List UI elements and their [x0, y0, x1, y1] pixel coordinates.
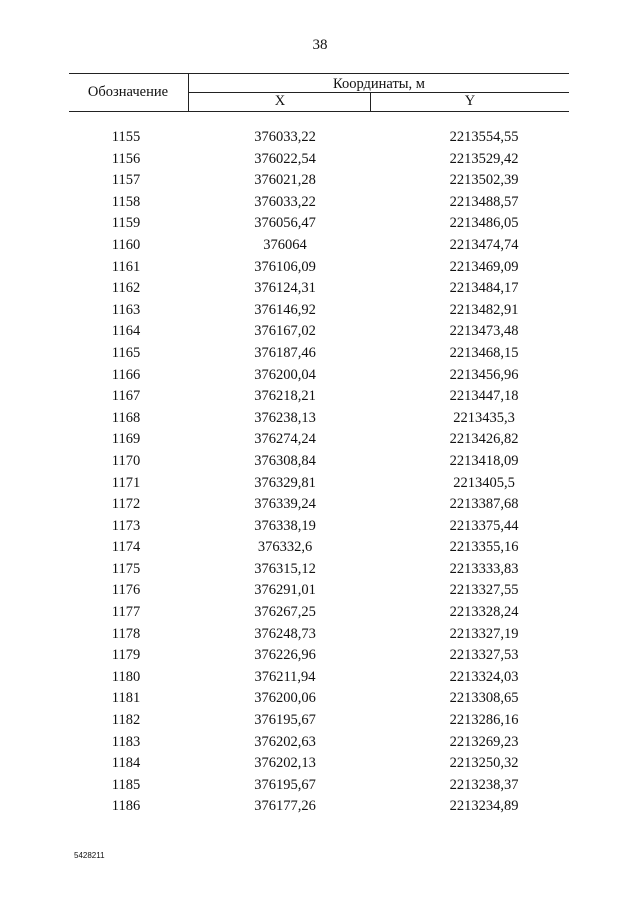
coordinate-y: 2213286,16 [449, 712, 519, 729]
coordinate-y: 2213502,39 [449, 172, 519, 189]
table-row [69, 580, 569, 602]
table-row [69, 494, 569, 516]
coordinate-y: 2213554,55 [449, 129, 519, 145]
point-designation: 1186 [111, 798, 141, 815]
table-row [69, 753, 569, 775]
point-designation: 1176 [111, 582, 141, 599]
coordinate-x: 376056,47 [254, 215, 316, 232]
coordinate-x: 376332,6 [257, 539, 313, 556]
point-designation: 1164 [111, 323, 141, 340]
coordinate-y: 2213327,19 [449, 625, 519, 642]
coordinate-y: 2213327,55 [449, 582, 519, 599]
table-row [69, 775, 569, 797]
coordinate-y: 2213328,24 [449, 604, 519, 621]
table-row [69, 516, 569, 538]
coordinate-x: 376033,22 [254, 129, 316, 145]
coordinate-y: 2213469,09 [449, 258, 519, 275]
table-row [69, 149, 569, 171]
table-body [69, 127, 569, 818]
document-code: 5428211 [74, 851, 105, 860]
coordinate-x: 376338,19 [254, 517, 316, 534]
coordinate-y: 2213250,32 [449, 755, 519, 772]
column-header-designation: Обозначение [87, 84, 169, 100]
point-designation: 1172 [111, 496, 141, 513]
table-row [69, 192, 569, 214]
table-header [69, 73, 569, 111]
coordinate-y: 2213405,5 [453, 474, 515, 491]
table-row [69, 127, 569, 149]
table-row [69, 710, 569, 732]
table-row [69, 624, 569, 646]
coordinate-y: 2213375,44 [449, 517, 519, 534]
point-designation: 1175 [111, 560, 141, 577]
coordinate-x: 376248,73 [254, 625, 316, 642]
coordinate-x: 376064 [263, 236, 307, 253]
table-row [69, 386, 569, 408]
point-designation: 1179 [111, 647, 141, 664]
point-designation: 1168 [111, 409, 141, 426]
table-row [69, 365, 569, 387]
coordinate-y: 2213484,17 [449, 280, 519, 297]
coordinate-x: 376106,09 [254, 258, 316, 275]
coordinate-x: 376238,13 [254, 409, 316, 426]
point-designation: 1163 [111, 301, 141, 318]
coordinate-y: 2213324,03 [449, 668, 519, 685]
coordinate-x: 376033,22 [254, 193, 316, 210]
point-designation: 1169 [111, 431, 141, 448]
coordinate-x: 376202,63 [254, 733, 316, 750]
point-designation: 1156 [111, 150, 141, 167]
coordinate-y: 2213308,65 [449, 690, 519, 707]
coordinate-y: 2213447,18 [449, 388, 519, 405]
column-header-x: X [274, 93, 286, 109]
point-designation: 1182 [111, 712, 141, 729]
coordinate-y: 2213333,83 [449, 560, 519, 577]
table-row [69, 213, 569, 235]
table-row [69, 321, 569, 343]
point-designation: 1173 [111, 517, 141, 534]
table-row [69, 408, 569, 430]
coordinate-x: 376267,25 [254, 604, 316, 621]
point-designation: 1160 [111, 236, 141, 253]
table-row [69, 537, 569, 559]
point-designation: 1185 [111, 776, 141, 793]
table-row [69, 667, 569, 689]
coordinate-x: 376291,01 [254, 582, 316, 599]
point-designation: 1183 [111, 733, 141, 750]
coordinate-x: 376315,12 [254, 560, 316, 577]
column-header-y: Y [464, 93, 476, 109]
point-designation: 1174 [111, 539, 141, 556]
point-designation: 1178 [111, 625, 141, 642]
coordinate-y: 2213468,15 [449, 344, 519, 361]
coordinate-x: 376187,46 [254, 344, 316, 361]
point-designation: 1157 [111, 172, 141, 189]
table-row [69, 343, 569, 365]
coordinate-x: 376274,24 [254, 431, 316, 448]
coordinate-x: 376022,54 [254, 150, 316, 167]
table-row [69, 645, 569, 667]
table-row [69, 278, 569, 300]
header-top-rule [69, 73, 569, 74]
page-number: 38 [312, 37, 328, 53]
coordinate-x: 376308,84 [254, 452, 316, 469]
point-designation: 1170 [111, 452, 141, 469]
coordinate-y: 2213529,42 [449, 150, 519, 167]
point-designation: 1155 [111, 129, 141, 145]
coordinate-x: 376218,21 [254, 388, 316, 405]
coordinate-y: 2213456,96 [449, 366, 519, 383]
point-designation: 1184 [111, 755, 141, 772]
coordinate-y: 2213435,3 [453, 409, 515, 426]
coordinate-y: 2213234,89 [449, 798, 519, 815]
coordinate-y: 2213387,68 [449, 496, 519, 513]
coordinate-x: 376339,24 [254, 496, 316, 513]
point-designation: 1181 [111, 690, 141, 707]
header-bottom-rule [69, 111, 569, 112]
table-row [69, 473, 569, 495]
coordinate-x: 376146,92 [254, 301, 316, 318]
table-row [69, 170, 569, 192]
coordinate-y: 2213418,09 [449, 452, 519, 469]
coordinate-y: 2213355,16 [449, 539, 519, 556]
table-row [69, 300, 569, 322]
coordinate-x: 376195,67 [254, 712, 316, 729]
coordinate-y: 2213269,23 [449, 733, 519, 750]
table-row [69, 559, 569, 581]
coordinate-x: 376021,28 [254, 172, 316, 189]
coordinate-y: 2213238,37 [449, 776, 519, 793]
point-designation: 1166 [111, 366, 141, 383]
coordinate-x: 376177,26 [254, 798, 316, 815]
table-row [69, 451, 569, 473]
point-designation: 1177 [111, 604, 141, 621]
column-header-coordinates: Координаты, м [333, 76, 425, 92]
point-designation: 1171 [111, 474, 141, 491]
coordinate-y: 2213474,74 [449, 236, 519, 253]
coordinate-x: 376200,06 [254, 690, 316, 707]
table-row [69, 257, 569, 279]
coordinate-y: 2213488,57 [449, 193, 519, 210]
table-row [69, 796, 569, 818]
point-designation: 1165 [111, 344, 141, 361]
coordinate-x: 376195,67 [254, 776, 316, 793]
table-row [69, 235, 569, 257]
coordinate-x: 376167,02 [254, 323, 316, 340]
table-row [69, 688, 569, 710]
point-designation: 1158 [111, 193, 141, 210]
point-designation: 1162 [111, 280, 141, 297]
coordinate-x: 376200,04 [254, 366, 316, 383]
table-row [69, 732, 569, 754]
point-designation: 1159 [111, 215, 141, 232]
coordinate-x: 376226,96 [254, 647, 316, 664]
coordinate-y: 2213473,48 [449, 323, 519, 340]
coordinate-x: 376124,31 [254, 280, 316, 297]
coordinate-x: 376329,81 [254, 474, 316, 491]
coordinate-y: 2213426,82 [449, 431, 519, 448]
coordinate-y: 2213486,05 [449, 215, 519, 232]
table-row [69, 602, 569, 624]
coordinate-x: 376202,13 [254, 755, 316, 772]
point-designation: 1167 [111, 388, 141, 405]
point-designation: 1161 [111, 258, 141, 275]
point-designation: 1180 [111, 668, 141, 685]
coordinate-x: 376211,94 [254, 668, 316, 685]
coordinate-y: 2213327,53 [449, 647, 519, 664]
table-row [69, 429, 569, 451]
coordinate-y: 2213482,91 [449, 301, 519, 318]
